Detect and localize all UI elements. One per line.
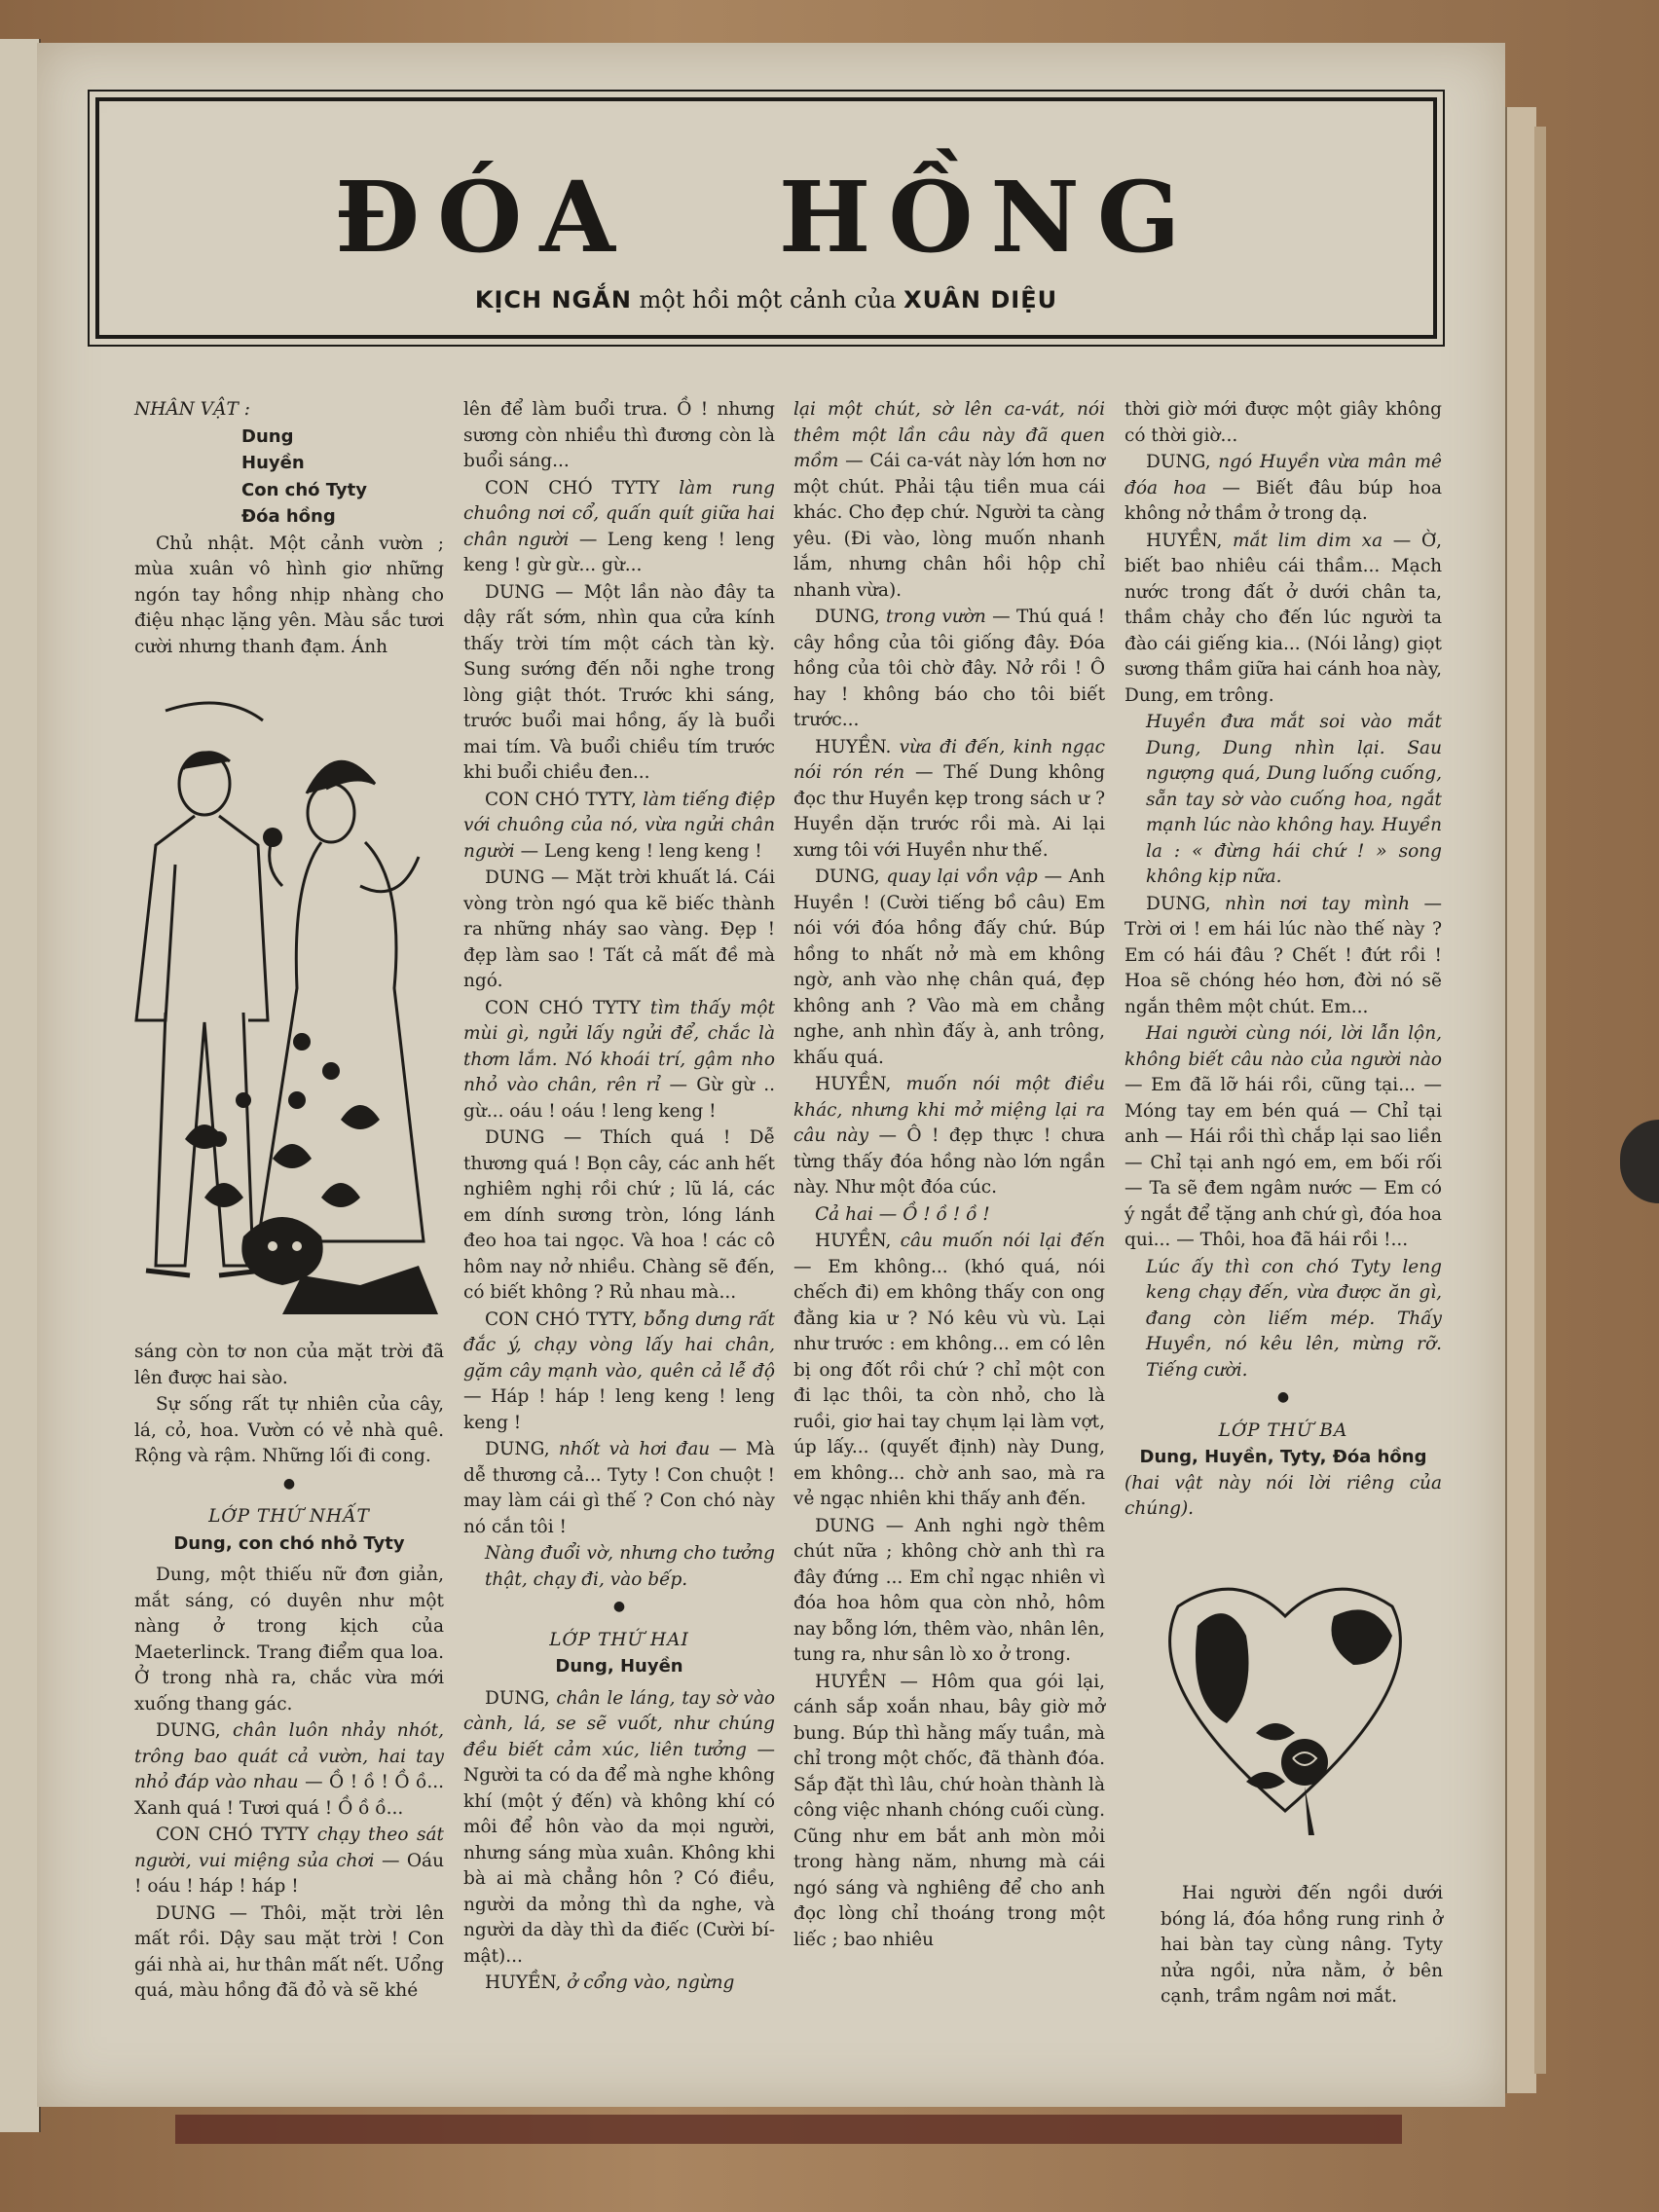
direction: mắt lim dim xa — [1233, 530, 1383, 551]
speech: — Leng keng ! leng keng ! — [520, 840, 762, 862]
direction: muốn nói một điều khác, nhưng khi mở miệng lại ra câu này — [793, 1074, 1105, 1146]
cast-item: Dung — [241, 425, 294, 447]
speaker: HUYỀN, — [485, 1972, 562, 1993]
speaker: DUNG, — [485, 1439, 550, 1459]
dialogue-line — [793, 397, 1105, 604]
closing-paragraph-block — [1161, 1881, 1443, 2011]
title-word-2: HỒNG — [778, 160, 1198, 275]
speech: — Ờ, biết bao nhiêu cái thầm... Mạch nước trong đất ở dưới chân ta, thầm chảy cho đến lúc người ta đào cái giếng kia... (Nói lảng) giọt sương thầm giữa hai cánh hoa này, Dung, em trông. — [1124, 530, 1443, 706]
speaker: DUNG, — [1146, 893, 1211, 914]
direction: làm rung chuông nơi cổ, quấn quít giữa hai chân người — [463, 477, 775, 550]
dialogue-line — [1124, 529, 1442, 710]
rose-illustration — [1159, 1567, 1421, 1850]
direction: ở cổng vào, ngừng — [567, 1972, 735, 1993]
direction: ngó Huyền vừa mân mê đóa hoa — [1124, 452, 1442, 498]
speaker: CON CHÓ TYTY, — [485, 1309, 638, 1330]
scene-cast: Dung, Huyền, Tyty, Đóa hồng — [1139, 1447, 1427, 1467]
dialogue-line — [463, 1437, 775, 1540]
subtitle-mid: một hồi một cảnh của — [639, 286, 897, 313]
dialogue-line — [134, 1823, 444, 1900]
dialogue-line — [793, 605, 1105, 734]
speaker: DUNG, — [815, 866, 880, 887]
scene-cast: Dung, con chó nhỏ Tyty — [173, 1532, 405, 1554]
speaker: DUNG, — [815, 607, 880, 627]
direction: nhìn nơi tay mình — [1225, 893, 1411, 914]
binding-strip — [175, 2115, 1402, 2144]
scene-note: (hai vật này nói lời riêng của chúng). — [1124, 1472, 1442, 1519]
cast-item: Huyền — [241, 453, 305, 473]
direction: câu muốn nói lại đến — [900, 1231, 1105, 1251]
speech: — Biết đâu búp hoa không nở thầm ở trong dạ. — [1124, 477, 1442, 524]
speech: — Em đã lỡ hái rồi, cũng tại... — Móng tay em bén quá — Chỉ tại anh — Hái rồi thì chắp lại sao liền — Chỉ tại anh ngó em, em bối rối — Ta sẽ đem ngâm nước — Em có ý ngắt để tặng anh chứ gì, đóa hoa qui... — Thôi, hoa đã hái rồi !... — [1124, 1075, 1442, 1250]
dialogue-line — [463, 788, 775, 866]
dialogue-line — [463, 476, 775, 579]
speaker: CON CHÓ TYTY — [485, 997, 641, 1018]
stage-direction: Huyền đưa mắt soi vào mắt Dung, Dung nhìn lại. Sau ngượng quá, Dung luống cuống, sẵn tay sờ vào cuống hoa, ngắt mạnh lúc nào không hay. Huyền la : « đừng hái chứ ! » song không kịp nữa. — [1146, 712, 1442, 887]
direction: Hai người cùng nói, lời lẫn lộn, không biết câu nào của người nào — [1124, 1023, 1442, 1070]
direction: làm tiếng điệp với chuông của nó, vừa ngửi chân người — [463, 789, 775, 862]
closing-paragraph: Hai người đến ngồi dưới bóng lá, đóa hồng rung rinh ở hai bàn tay cùng nâng. Tyty nửa ngồi, nửa nằm, ở bên cạnh, trầm ngâm nơi mắt. — [1161, 1883, 1443, 2007]
stage-direction: Nàng đuổi vờ, nhưng cho tưởng thật, chạy đi, vào bếp. — [485, 1543, 775, 1590]
paragraph: sáng còn tơ non của mặt trời đã lên được hai sào. — [134, 1342, 444, 1388]
speech: — Ô ! đẹp thực ! chưa từng thấy đóa hồng nào lớn ngần này. Như một đóa cúc. — [793, 1125, 1105, 1198]
previous-page-edge — [0, 39, 41, 2132]
dialogue-line — [793, 735, 1105, 865]
direction: quay lại vồn vập — [886, 866, 1038, 887]
speech: — Anh Huyền ! (Cười tiếng bồ câu) Em nói với đóa hồng đấy chứ. Búp hồng to nhất nở mà em không ngờ, anh vào nhẹ chân quá, đẹp không anh ? Vào mà em chẳng nghe, anh nhìn đấy à, anh trông, khấu quá. — [793, 866, 1105, 1068]
speech: — Ồ ! ồ ! Ồ ồ... Xanh quá ! Tươi quá ! Ồ ồ ồ... — [134, 1772, 445, 1819]
dialogue-line: HUYỀN — Hôm qua gói lại, cánh sắp xoắn nhau, bây giờ mở bung. Búp thì hằng mấy tuần, mà chỉ trong một chốc, đã thành đóa. Sắp đặt thì lâu, chứ hoàn thành là công việc nhanh chóng cuối cùng. Cũng như em bắt anh mòn mỏi trong hàng năm, nhưng mà cái ngó sáng và nghiêng để cho anh đọc lòng chỉ thoáng trong một liếc ; bao nhiêu — [793, 1671, 1105, 1950]
scene-title: LỚP THỨ HAI — [549, 1629, 689, 1650]
page-stack-edge — [1505, 107, 1536, 2093]
direction: chạy theo sát người, vui miệng sủa chơi — [134, 1825, 444, 1871]
dialogue-line: DUNG — Thích quá ! Dễ thương quá ! Bọn cây, các anh hết nghiêm nghị rồi chứ ; lũ lá, các em dính sương tròn, lóng lánh đeo hoa tai ngọc. Và hoa ! các cô hôm nay nở nhiều. Chàng sẽ đến, có biết không ? Rủ nhau mà... — [463, 1127, 775, 1303]
dialogue-line — [463, 1686, 775, 1971]
page-stack-edge-2 — [1534, 127, 1546, 2074]
speech: — Em không... (khó quá, nói chếch đi) em không thấy con ong đằng kia ư ? Nó kêu vù vù. Lại như trước : em không... em có lên bị ong đốt rồi chứ ? chỉ một con đi lạc thôi, ta còn nhỏ, cho là ruồi, giơ hai tay chụm lại làm vợt, úp lấy... (quyết định) này Dung, em không... chờ anh sao, mà ra vẻ ngạc nhiên khi thấy anh đến. — [793, 1256, 1105, 1509]
separator-dot: ● — [1276, 1389, 1290, 1405]
page-subtitle — [99, 286, 1433, 313]
dialogue-line — [1124, 450, 1442, 528]
dialogue-line: DUNG — Anh nghi ngờ thêm chút nữa ; không chờ anh thì ra đây đứng ... Em chỉ ngạc nhiên vì đóa hoa hôm qua còn nhỏ, hôm nay bỗng lớn, thêm vào, nhân lên, tung ra, như sân lò xo ở trong. — [793, 1515, 1105, 1665]
speaker: HUYỀN, — [815, 1231, 892, 1251]
speech: — Gừ gừ .. gừ... oáu ! oáu ! leng keng ! — [463, 1075, 775, 1122]
separator-dot: ● — [282, 1475, 296, 1492]
cast-item: Con chó Tyty — [241, 479, 367, 500]
speaker: HUYỀN, — [1146, 530, 1223, 551]
speech: — Người ta có da để mà nghe không khí (một ý đến) và không khí có môi để hôn vào da mọi người, nhưng sáng mùa xuân. Không khi bà ai mà chẳng hôn ? Có điều, người da mỏng thì da nghe, và người da dày thì da điếc (Cười bí-mật)... — [463, 1739, 775, 1967]
column-4 — [1124, 397, 1442, 1524]
speaker: CON CHÓ TYTY — [156, 1825, 310, 1845]
scene-title: LỚP THỨ BA — [1218, 1419, 1348, 1441]
dialogue-line — [1124, 1021, 1442, 1254]
direction: bỗng dưng rất đắc ý, chạy vòng lấy hai chân, gặm cây mạnh vào, quên cả lễ độ — [463, 1309, 775, 1382]
direction: chân le láng, tay sờ vào cành, lá, se sẽ vuốt, như chúng đều biết cảm xúc, liên tưởng — [463, 1687, 775, 1760]
speaker: CON CHÓ TYTY — [485, 477, 660, 498]
dialogue-line: DUNG — Mặt trời khuất lá. Cái vòng tròn ngó qua kẽ biếc thành ra những nháy sao vàng. Đẹp ! đẹp làm sao ! Tất cả mất đề mà ngó. — [463, 867, 775, 991]
dialogue-line — [134, 1718, 444, 1822]
speech: — Cái ca-vát này lớn hơn nơ một chút. Phải tậu tiền mua cái khác. Cho đẹp chứ. Người ta càng yêu. (Đi vào, lòng muốn nhanh lắm, nhưng chân hồi hộp chỉ nhanh vừa). — [793, 451, 1106, 601]
dialogue-line: DUNG — Một lần nào đây ta dậy rất sớm, nhìn qua cửa kính thấy trời tím một cách tàn kỳ. Sung sướng đến nỗi nghe trong lòng giật thót. Trước khi sáng, trước buổi mai hồng, ấy là buổi mai tím. Và buổi chiều tím trước khi buổi chiều đen... — [463, 581, 775, 783]
speaker: HUYỀN. — [815, 736, 892, 757]
speech: — Trời ơi ! em hái lúc nào thế này ? Em có hái đâu ? Chết ! đứt rồi ! Hoa sẽ chóng héo hơn, đời nó sẽ ngắn thêm một chút. Em... — [1124, 893, 1442, 1017]
couple-illustration — [127, 691, 448, 1334]
subtitle-author: XUÂN DIỆU — [903, 286, 1058, 313]
separator-dot: ● — [612, 1599, 626, 1614]
speech: — Thú quá ! cây hồng của tôi giống đây. Đóa hồng của tôi chờ đây. Nở rồi ! Ô hay ! không báo cho tôi biết trước... — [793, 607, 1105, 730]
stage-direction: Lúc ấy thì con chó Tyty leng keng chạy đến, vừa được ăn gì, đang còn liếm mép. Thấy Huyền, nó kêu lên, mừng rỡ. Tiếng cười. — [1146, 1256, 1442, 1381]
speech: — Oáu ! oáu ! háp ! háp ! — [134, 1850, 444, 1897]
speech: — Mà dễ thương cả... Tyty ! Con chuột ! may làm cái gì thế ? Con chó này nó cắn tôi ! — [463, 1439, 776, 1537]
direction: vừa đi đến, kinh ngạc nói rón rén — [793, 736, 1105, 783]
dialogue-line — [463, 996, 775, 1125]
dialogue-line: Cả hai — Ồ ! ồ ! ồ ! — [815, 1203, 990, 1225]
paragraph: Dung, một thiếu nữ đơn giản, mắt sáng, có duyên như một nàng ở trong kịch của Maeterlinck. Trang điểm qua loa. Ở trong nhà ra, chắc vừa mới xuống thang gác. — [134, 1565, 444, 1714]
dialogue-line — [793, 1072, 1105, 1201]
speech: — Leng keng ! leng keng ! gừ gừ... gừ... — [463, 529, 775, 575]
paragraph: Sự sống rất tự nhiên của cây, lá, cỏ, hoa. Vườn có vẻ nhà quê. Rộng và rậm. Những lối đi cong. — [134, 1394, 444, 1466]
direction: lại một chút, sờ lên ca-vát, nói thêm một lần câu này đã quen mồm — [793, 399, 1105, 471]
dialogue-line — [463, 1971, 775, 1997]
scene-cast: Dung, Huyền — [555, 1656, 683, 1677]
subtitle-genre: KỊCH NGẮN — [474, 286, 632, 313]
speaker: DUNG, — [156, 1720, 221, 1741]
dialogue-line — [463, 1308, 775, 1437]
direction: chân luôn nhảy nhót, trông bao quát cả vườn, hai tay nhỏ đáp vào nhau — [134, 1720, 444, 1792]
column-1-continued — [134, 1340, 444, 2006]
column-1 — [134, 397, 444, 661]
speech: — Háp ! háp ! leng keng ! leng keng ! — [463, 1386, 775, 1433]
direction: tìm thấy một mùi gì, ngửi lấy ngửi để, chắc là thơm lắm. Nó khoái trí, gậm nho nhỏ vào chân, rên rỉ — [463, 997, 775, 1095]
paragraph: lên để làm buổi trưa. Ồ ! nhưng sương còn nhiều thì đương còn là buổi sáng... — [463, 399, 775, 471]
speaker: HUYỀN, — [815, 1074, 892, 1094]
cast-item: Đóa hồng — [241, 506, 336, 527]
speech: — Thế Dung không đọc thư Huyền kẹp trong sách ư ? Huyền dặn trước rồi mà. Ai lại xưng tôi với Huyền như thế. — [793, 762, 1105, 861]
dialogue-line — [793, 865, 1105, 1071]
dialogue-line — [1124, 892, 1442, 1021]
title-word-1: ĐÓA — [334, 160, 633, 275]
speaker: DUNG, — [485, 1687, 550, 1709]
column-3 — [793, 397, 1105, 1954]
dialogue-line: DUNG — Thôi, mặt trời lên mất rồi. Dậy sau mặt trời ! Con gái nhà ai, hư thân mất nết. Uổng quá, màu hồng đã đỏ và sẽ khé — [134, 1902, 444, 2001]
direction: trong vườn — [885, 607, 986, 627]
cast-label: NHÂN VẬT : — [134, 399, 250, 420]
paragraph: thời giờ mới được một giây không có thời giờ... — [1124, 399, 1442, 446]
direction: nhốt và hơi đau — [558, 1439, 711, 1459]
column-2 — [463, 397, 775, 1998]
scene-title: LỚP THỨ NHẤT — [208, 1506, 370, 1527]
speaker: CON CHÓ TYTY, — [485, 789, 637, 810]
dialogue-line — [793, 1229, 1105, 1513]
intro-paragraph: Chủ nhật. Một cảnh vườn ; mùa xuân vô hình giơ những ngón tay hồng nhịp nhàng cho điệu nhạc lặng yên. Màu sắc tươi cười nhưng thanh đạm. Ánh — [134, 533, 444, 657]
speaker: DUNG, — [1146, 452, 1211, 472]
page-title — [99, 160, 1433, 275]
title-box — [95, 97, 1437, 339]
